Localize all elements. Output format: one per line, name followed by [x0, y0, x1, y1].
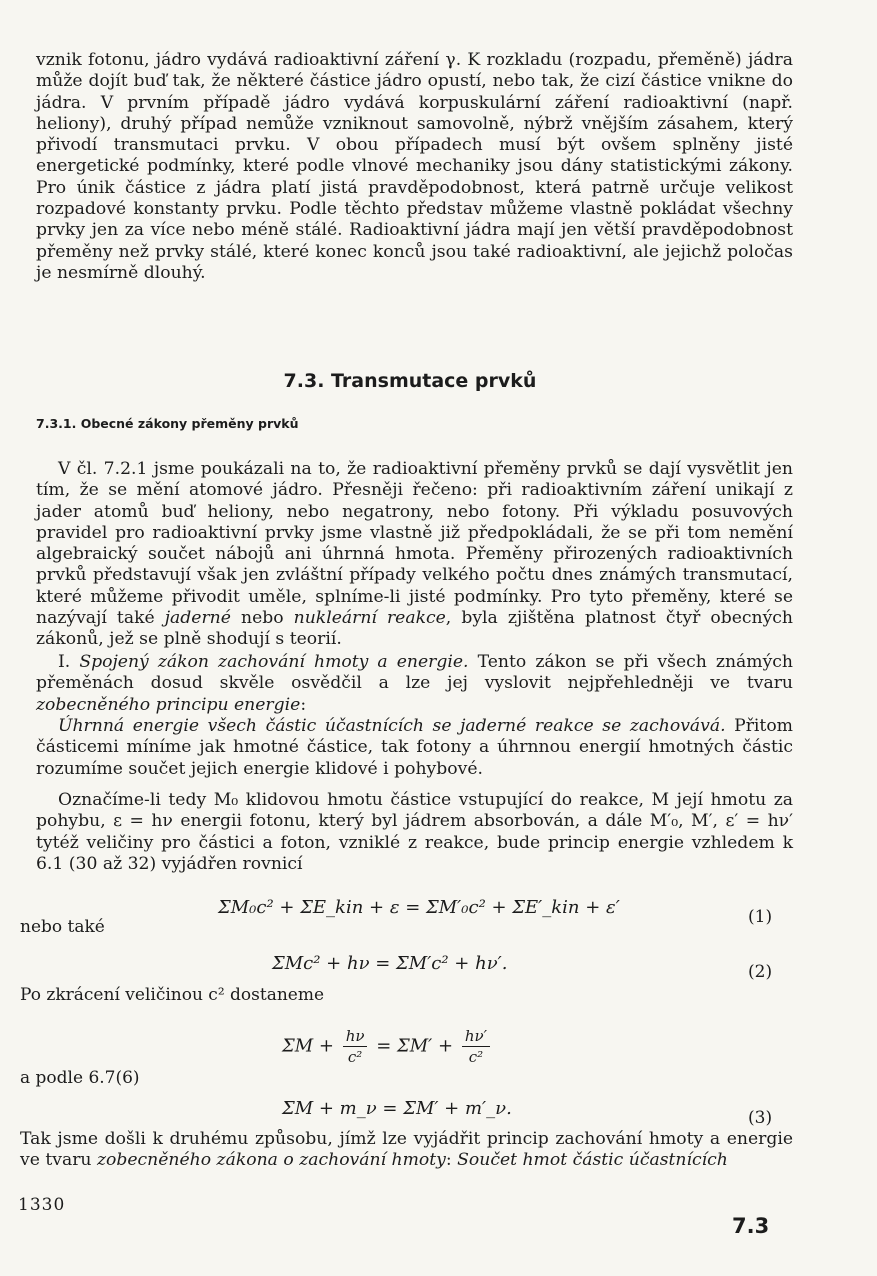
eq-frac-lhs: ΣM + [282, 1035, 334, 1057]
text-podle: a podle 6.7(6) [20, 1068, 140, 1088]
paragraph-definitions: Označíme-li tedy M₀ klidovou hmotu částice vstupující do reakce, M její hmotu za pohybu, ε = hν energii fotonu, který byl jádrem absorbován, a dále M′₀, M′, ε′ = hν′ tytéž veličiny pro částici a foton, vzniklé z reakce, bude princip energie vzhledem k 6.1 (30 až 32) vyjádřen rovnicí [36, 790, 793, 874]
equation-3: ΣM + m_ν = ΣM′ + m′_ν. [282, 1098, 512, 1119]
text-po-zkraceni: Po zkrácení veličinou c² dostaneme [20, 985, 325, 1005]
equation-2: ΣMc² + hν = ΣM′c² + hν′. [272, 953, 508, 974]
fraction-1-numerator: hν [343, 1027, 368, 1047]
equation-fraction [282, 1027, 493, 1066]
section-title: 7.3. Transmutace prvků [283, 370, 537, 392]
equation-2-number: (2) [748, 962, 773, 982]
equation-1-number: (1) [748, 907, 773, 927]
fraction-1-denominator: c² [347, 1048, 363, 1066]
equation-1: ΣM₀c² + ΣE_kin + ε = ΣM′₀c² + ΣE′_kin + ε′ [218, 897, 620, 918]
fraction-1 [343, 1027, 368, 1066]
paragraph-intro-transmutation: V čl. 7.2.1 jsme poukázali na to, že radioaktivní přeměny prvků se dají vysvětlit jen tím, že se mění atomové jádro. Přesněji řečeno: při radioaktivním záření unikají z jader atomů buď heliony, nebo negatrony, nebo fotony. Při výkladu posuvových pravidel pro radioaktivní prvky jsme vlastně již předpokládali, že se při tom nemění algebraický součet nábojů ani úhrnná hmota. Přeměny přirozených radioaktivních prvků představují však jen zvláštní případy velkého počtu dnes známých transmutací, které můžeme přivodit uměle, splníme-li jisté podmínky. Pro tyto přeměny, které se nazývají také jaderné nebo nukleární reakce, byla zjištěna platnost čtyř obecných zákonů, jež se plně shodují s teorií. [36, 459, 793, 650]
intro-paragraph: vznik fotonu, jádro vydává radioaktivní záření γ. K rozkladu (rozpadu, přeměně) jádra může dojít buď tak, že některé částice jádro opustí, nebo tak, že cizí částice vnikne do jádra. V prvním případě jádro vydává korpuskulární záření radioaktivní (např. heliony), druhý případ nemůže vzniknout samovolně, nýbrž vnějším zásahem, který přivodí transmutaci prvku. V obou případech musí být ovšem splněny jisté energetické podmínky, které podle vlnové mechaniky jsou dány statistickými zákony. Pro únik částice z jádra platí jistá pravděpodobnost, která patrně určuje velikost rozpadové konstanty prvku. Podle těchto představ můžeme vlastně pokládat všechny prvky jen za více nebo méně stálé. Radioaktivní jádra mají jen větší pravděpodobnost přeměny než prvky stálé, které konec konců jsou také radioaktivní, ale jejichž poločas je nesmírně dlouhý. [36, 50, 793, 283]
text-nebo-take: nebo také [20, 917, 105, 937]
paragraph-law-one: I. Spojený zákon zachování hmoty a energie. Tento zákon se při všech známých přeměnách dosud skvěle osvědčil a lze jej vyslovit nejpřehledněji ve tvaru zobecněného principu energie: [36, 652, 793, 715]
eq-frac-mid: = ΣM′ + [376, 1035, 454, 1057]
fraction-2 [462, 1027, 490, 1066]
final-paragraph: Tak jsme došli k druhému způsobu, jímž lze vyjádřit princip zachování hmoty a energie ve tvaru zobecněného zákona o zachování hmoty: Součet hmot částic účastnících [20, 1129, 793, 1171]
page-number: 1330 [18, 1195, 66, 1215]
subsection-title: 7.3.1. Obecné zákony přeměny prvků [36, 416, 299, 431]
fraction-2-denominator: c² [468, 1048, 484, 1066]
paragraph-energy-conservation: Úhrnná energie všech částic účastnících se jaderné reakce se zachovává. Přitom částicemi míníme jak hmotné částice, tak fotony a úhrnnou energií hmotných částic rozumíme součet jejich energie klidové i pohybové. [36, 716, 793, 779]
section-tag: 7.3 [732, 1214, 770, 1238]
equation-3-number: (3) [748, 1108, 773, 1128]
fraction-2-numerator: hν′ [462, 1027, 490, 1047]
